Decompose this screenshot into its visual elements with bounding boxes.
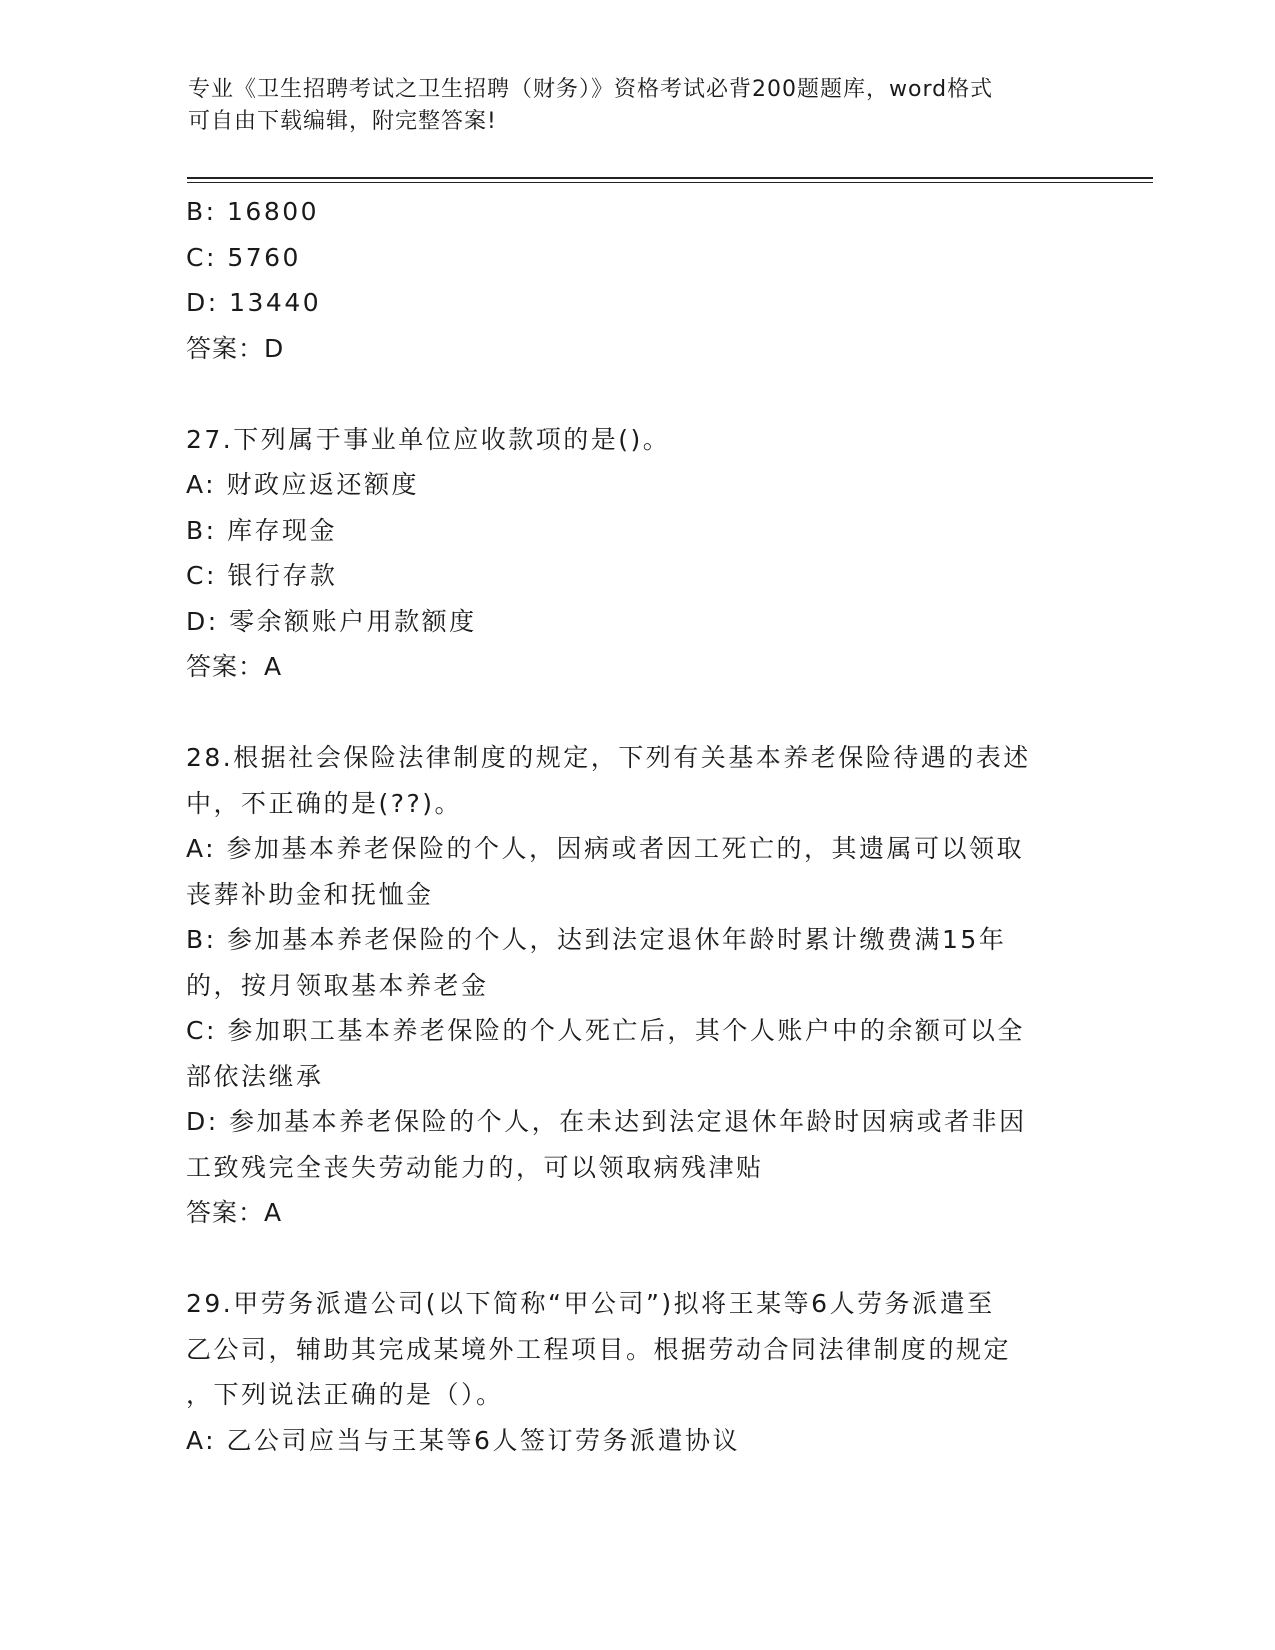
question-27 (186, 417, 1086, 690)
option-b-line-1: B: 参加基本养老保险的个人，达到法定退休年龄时累计缴费满15年 (186, 925, 1007, 954)
option-d: D: 13440 (186, 288, 322, 317)
option-d-line-1: D: 参加基本养老保险的个人，在未达到法定退休年龄时因病或者非因 (186, 1107, 1027, 1136)
spacer (186, 690, 1086, 736)
option-b: B: 库存现金 (186, 515, 338, 545)
question-stem-line-2: 乙公司，辅助其完成某境外工程项目。根据劳动合同法律制度的规定 (186, 1334, 1012, 1364)
option-a-line-1: A: 参加基本养老保险的个人，因病或者因工死亡的，其遗属可以领取 (186, 834, 1025, 863)
answer: 答案：A (186, 652, 283, 681)
question-stem-line-2: 中，不正确的是(??)。 (186, 788, 463, 818)
header-title-line-1: 专业《卫生招聘考试之卫生招聘（财务）》资格考试必背200题题库，word格式 (188, 77, 994, 102)
option-d: D: 零余额账户用款额度 (186, 606, 477, 636)
question-28 (186, 735, 1086, 1236)
option-a-line-2: 丧葬补助金和抚恤金 (186, 879, 434, 909)
header-divider-thick (187, 177, 1153, 179)
question-stem-line-1: 29.甲劳务派遣公司(以下简称“甲公司”)拟将王某等6人劳务派遣至 (186, 1289, 995, 1318)
question-26-tail (186, 189, 1086, 371)
option-c-line-1: C: 参加职工基本养老保险的个人死亡后，其个人账户中的余额可以全 (186, 1016, 1025, 1045)
option-a: A: 乙公司应当与王某等6人签订劳务派遣协议 (186, 1425, 740, 1455)
page-header (188, 74, 1068, 138)
header-divider-thin (187, 182, 1153, 183)
question-stem-line-1: 28.根据社会保险法律制度的规定，下列有关基本养老保险待遇的表述 (186, 743, 1031, 772)
question-stem-line-3: ，下列说法正确的是（）。 (186, 1380, 504, 1409)
question-stem: 27.下列属于事业单位应收款项的是()。 (186, 424, 671, 454)
spacer (186, 371, 1086, 417)
question-content (186, 189, 1086, 1463)
answer: 答案：A (186, 1198, 283, 1227)
answer: 答案：D (186, 333, 285, 363)
option-c-line-2: 部依法继承 (186, 1061, 324, 1091)
header-title-line-2: 可自由下载编辑，附完整答案! (188, 109, 497, 134)
question-29 (186, 1281, 1086, 1463)
option-c: C: 银行存款 (186, 561, 338, 590)
spacer (186, 1236, 1086, 1282)
option-c: C: 5760 (186, 242, 301, 272)
option-d-line-2: 工致残完全丧失劳动能力的，可以领取病残津贴 (186, 1152, 764, 1182)
option-a: A: 财政应返还额度 (186, 470, 420, 499)
option-b: B: 16800 (186, 197, 320, 226)
option-b-line-2: 的，按月领取基本养老金 (186, 970, 489, 1000)
